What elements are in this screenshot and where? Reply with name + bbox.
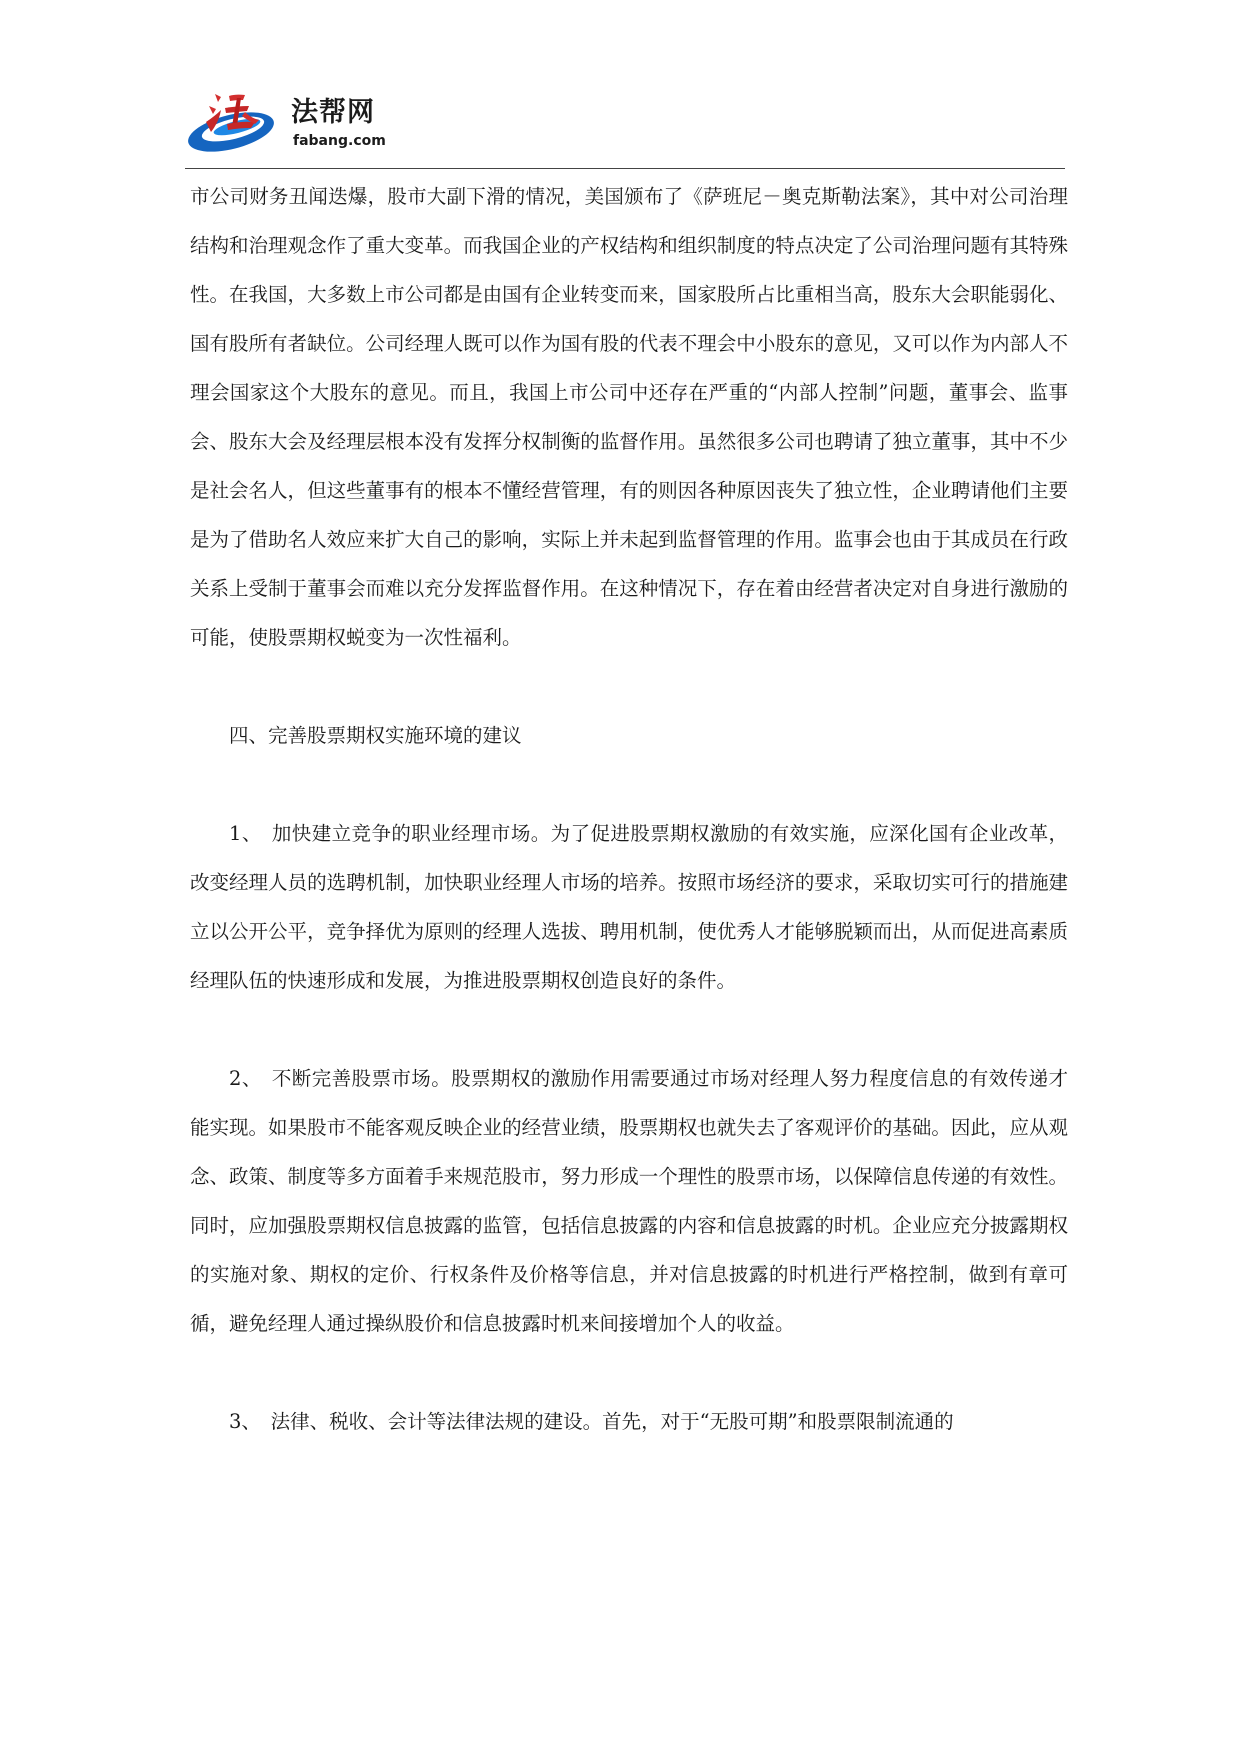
fabang-logo (185, 88, 425, 164)
header-divider (185, 168, 1065, 169)
document-body (190, 172, 1068, 1446)
section-heading-4: 四、完善股票期权实施环境的建议 (229, 724, 522, 747)
logo-site-name: 法帮网 (291, 97, 375, 128)
paragraph-corporate-governance: 市公司财务丑闻迭爆，股市大副下滑的情况，美国颁布了《萨班尼－奥克斯勒法案》，其中对公司治理结构和治理观念作了重大变革。而我国企业的产权结构和组织制度的特点决定了公司治理问题有其特殊性。在我国，大多数上市公司都是由国有企业转变而来，国家股所占比重相当高，股东大会职能弱化、国有股所有者缺位。公司经理人既可以作为国有股的代表不理会中小股东的意见，又可以作为内部人不理会国家这个大股东的意见。而且，我国上市公司中还存在严重的“内部人控制”问题，董事会、监事会、股东大会及经理层根本没有发挥分权制衡的监督作用。虽然很多公司也聘请了独立董事，其中不少是社会名人，但这些董事有的根本不懂经营管理，有的则因各种原因丧失了独立性，企业聘请他们主要是为了借助名人效应来扩大自己的影响，实际上并未起到监督管理的作用。监事会也由于其成员在行政关系上受制于董事会而难以充分发挥监督作用。在这种情况下，存在着由经营者决定对自身进行激励的可能，使股票期权蜕变为一次性福利。 (190, 185, 1068, 649)
page-header (185, 88, 1065, 166)
paragraph-spacer (190, 662, 1068, 711)
list-item-3: 3、 法律、税收、会计等法律法规的建设。首先，对于“无股可期”和股票限制流通的 (229, 1410, 954, 1433)
list-item-1: 1、 加快建立竞争的职业经理市场。为了促进股票期权激励的有效实施，应深化国有企业改革，改变经理人员的选聘机制，加快职业经理人市场的培养。按照市场经济的要求，采取切实可行的措施建立以公开公平，竞争择优为原则的经理人选拔、聘用机制，使优秀人才能够脱颖而出，从而促进高素质经理队伍的快速形成和发展，为推进股票期权创造良好的条件。 (190, 822, 1068, 992)
list-item-2: 2、 不断完善股票市场。股票期权的激励作用需要通过市场对经理人努力程度信息的有效传递才能实现。如果股市不能客观反映企业的经营业绩，股票期权也就失去了客观评价的基础。因此，应从观念、政策、制度等多方面着手来规范股市，努力形成一个理性的股票市场，以保障信息传递的有效性。同时，应加强股票期权信息披露的监管，包括信息披露的内容和信息披露的时机。企业应充分披露期权的实施对象、期权的定价、行权条件及价格等信息，并对信息披露的时机进行严格控制，做到有章可循，避免经理人通过操纵股价和信息披露时机来间接增加个人的收益。 (190, 1067, 1068, 1335)
fabang-logo-mark-icon (185, 88, 290, 164)
paragraph-spacer (190, 1348, 1068, 1397)
paragraph-spacer (190, 1005, 1068, 1054)
logo-site-url: fabang.com (293, 133, 386, 149)
paragraph-spacer (190, 760, 1068, 809)
